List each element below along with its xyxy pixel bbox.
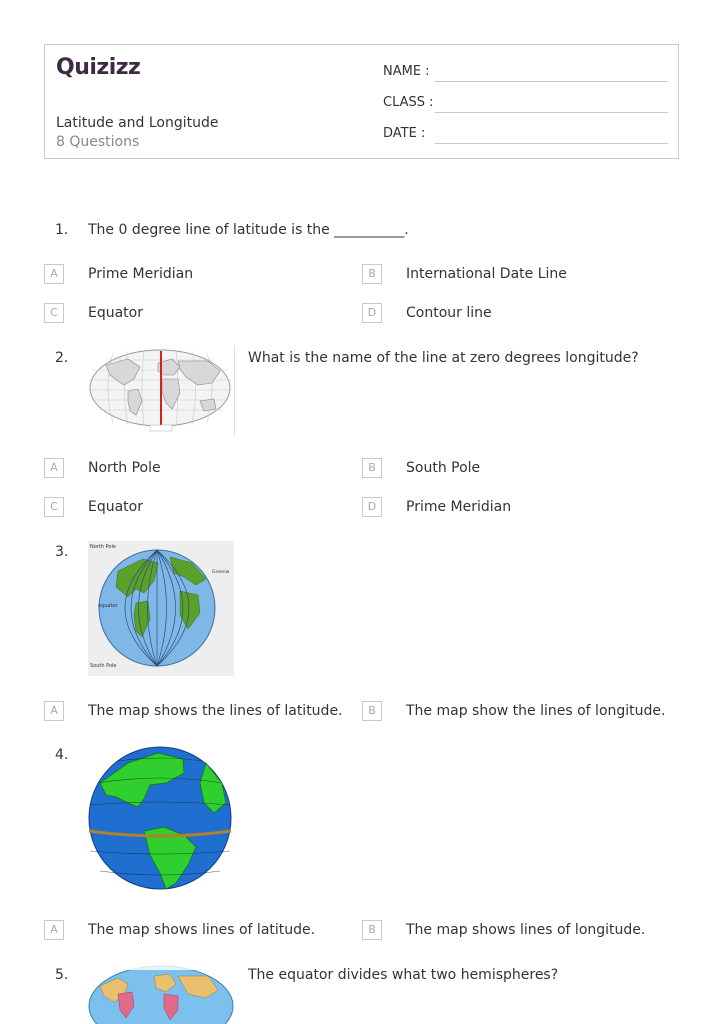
option-letter[interactable]: B — [362, 264, 382, 284]
south-pole-label: South Pole — [90, 663, 117, 669]
question-number: 2. — [55, 350, 69, 366]
option-text[interactable]: South Pole — [406, 460, 481, 476]
option-text[interactable]: The map shows lines of latitude. — [88, 922, 316, 938]
world-map-hemispheres-image — [88, 962, 234, 1024]
class-line — [435, 112, 668, 113]
option-text[interactable]: Equator — [88, 305, 143, 321]
option-text[interactable]: North Pole — [88, 460, 161, 476]
question-number: 5. — [55, 967, 69, 983]
worksheet-header — [44, 44, 679, 159]
class-label: CLASS : — [383, 95, 434, 110]
quizizz-logo: Quizizz — [56, 55, 141, 80]
question-number: 3. — [55, 544, 69, 560]
question-text: The 0 degree line of latitude is the __________. — [88, 222, 409, 238]
option-letter[interactable]: D — [362, 497, 382, 517]
question-count: 8 Questions — [56, 134, 140, 150]
option-letter[interactable]: D — [362, 303, 382, 323]
question-number: 1. — [55, 222, 69, 238]
option-letter[interactable]: B — [362, 701, 382, 721]
option-letter[interactable]: A — [44, 458, 64, 478]
option-text[interactable]: The map shows the lines of latitude. — [88, 703, 343, 719]
date-label: DATE : — [383, 126, 426, 141]
option-text[interactable]: Contour line — [406, 305, 492, 321]
option-text[interactable]: Prime Meridian — [88, 266, 194, 282]
option-text[interactable]: The map shows lines of longitude. — [406, 922, 646, 938]
name-line — [435, 81, 668, 82]
name-label: NAME : — [383, 64, 430, 79]
option-letter[interactable]: A — [44, 264, 64, 284]
option-text[interactable]: Equator — [88, 499, 143, 515]
question-text: What is the name of the line at zero degrees longitude? — [248, 350, 639, 366]
north-pole-label: North Pole — [90, 544, 116, 550]
worksheet-title: Latitude and Longitude — [56, 115, 219, 131]
question-number: 4. — [55, 747, 69, 763]
option-letter[interactable]: A — [44, 701, 64, 721]
option-letter[interactable]: C — [44, 497, 64, 517]
equator-label: equator — [98, 603, 118, 609]
option-letter[interactable]: B — [362, 458, 382, 478]
world-map-prime-meridian-image — [88, 345, 235, 435]
globe-longitude-lines-image — [88, 541, 234, 676]
date-line — [435, 143, 668, 144]
greenwich-label: Greenw — [212, 570, 230, 575]
option-letter[interactable]: A — [44, 920, 64, 940]
globe-latitude-lines-image — [88, 743, 234, 893]
option-text[interactable]: International Date Line — [406, 266, 567, 282]
question-text: The equator divides what two hemispheres? — [248, 967, 559, 983]
option-text[interactable]: The map show the lines of longitude. — [406, 703, 666, 719]
option-text[interactable]: Prime Meridian — [406, 499, 512, 515]
option-letter[interactable]: B — [362, 920, 382, 940]
option-letter[interactable]: C — [44, 303, 64, 323]
